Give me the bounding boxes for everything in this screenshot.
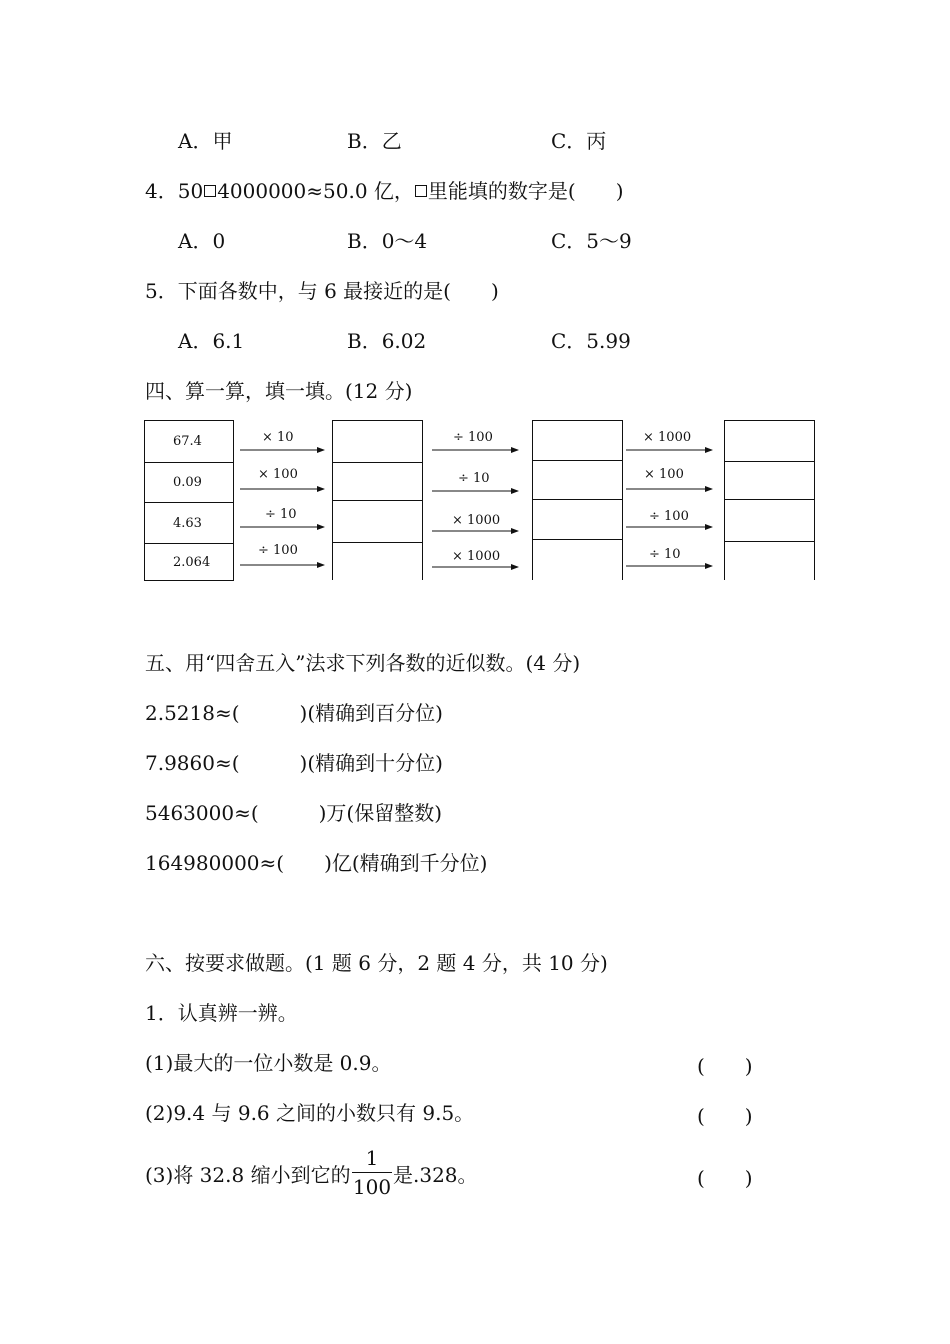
q5-stem: 5．下面各数中，与 6 最接近的是( ) (145, 279, 499, 303)
start-value-cell: 4.63 (145, 502, 233, 543)
start-value-cell: 67.4 (145, 420, 233, 462)
op-label: ÷ 100 (649, 509, 689, 524)
op-label: ÷ 10 (458, 471, 490, 486)
judge-item-suffix: 是.328。 (393, 1163, 478, 1187)
approx-item: 7.9860≈( )(精确到十分位) (145, 751, 443, 775)
q3-option-c: C．丙 (551, 129, 607, 153)
q1-title: 1．认真辨一辨。 (145, 1001, 298, 1025)
op-label: ÷ 10 (649, 547, 681, 562)
op-label: ÷ 10 (265, 507, 297, 522)
approx-item: 5463000≈( )万(保留整数) (145, 801, 443, 825)
q4-prefix: 4．50 (145, 179, 204, 203)
op-label: × 10 (262, 430, 294, 445)
section4-title: 四、算一算，填一填。(12 分) (145, 379, 413, 403)
op-label: × 1000 (452, 549, 501, 564)
judge-blank[interactable]: ( ) (697, 1166, 753, 1190)
q4-option-c: C．5～9 (551, 229, 632, 253)
op-label: × 1000 (643, 430, 692, 445)
q4-option-a: A．0 (178, 229, 226, 253)
q4-option-b: B．0～4 (347, 229, 428, 253)
op-label: × 100 (258, 467, 298, 482)
judge-blank[interactable]: ( ) (697, 1104, 753, 1128)
section6-title: 六、按要求做题。(1 题 6 分，2 题 4 分，共 10 分) (145, 951, 608, 975)
q3-option-b: B．乙 (347, 129, 402, 153)
judge-blank[interactable]: ( ) (697, 1054, 753, 1078)
start-value-cell: 0.09 (145, 462, 233, 502)
q3-option-a: A．甲 (178, 129, 233, 153)
start-value-cell: 2.064 (145, 543, 233, 580)
fraction-bar (352, 1172, 392, 1173)
approx-item: 164980000≈( )亿(精确到千分位) (145, 851, 488, 875)
fraction (352, 1146, 392, 1199)
section5-title: 五、用“四舍五入”法求下列各数的近似数。(4 分) (145, 651, 581, 675)
q4-middle: 4000000≈50.0 亿， (217, 179, 414, 203)
approx-item: 2.5218≈( )(精确到百分位) (145, 701, 443, 725)
fraction-denominator: 100 (352, 1175, 392, 1199)
op-label: ÷ 100 (453, 430, 493, 445)
judge-item: (1)最大的一位小数是 0.9。 (145, 1051, 392, 1075)
q5-option-c: C．5.99 (551, 329, 631, 353)
op-label: × 1000 (452, 513, 501, 528)
q5-option-b: B．6.02 (347, 329, 427, 353)
q4-suffix: 里能填的数字是( ) (427, 179, 624, 203)
judge-item-prefix: (3)将 32.8 缩小到它的 (145, 1163, 351, 1187)
op-label: × 100 (644, 467, 684, 482)
q5-option-a: A．6.1 (178, 329, 245, 353)
op-label: ÷ 100 (258, 543, 298, 558)
judge-item: (2)9.4 与 9.6 之间的小数只有 9.5。 (145, 1101, 475, 1125)
fraction-numerator: 1 (365, 1146, 379, 1170)
